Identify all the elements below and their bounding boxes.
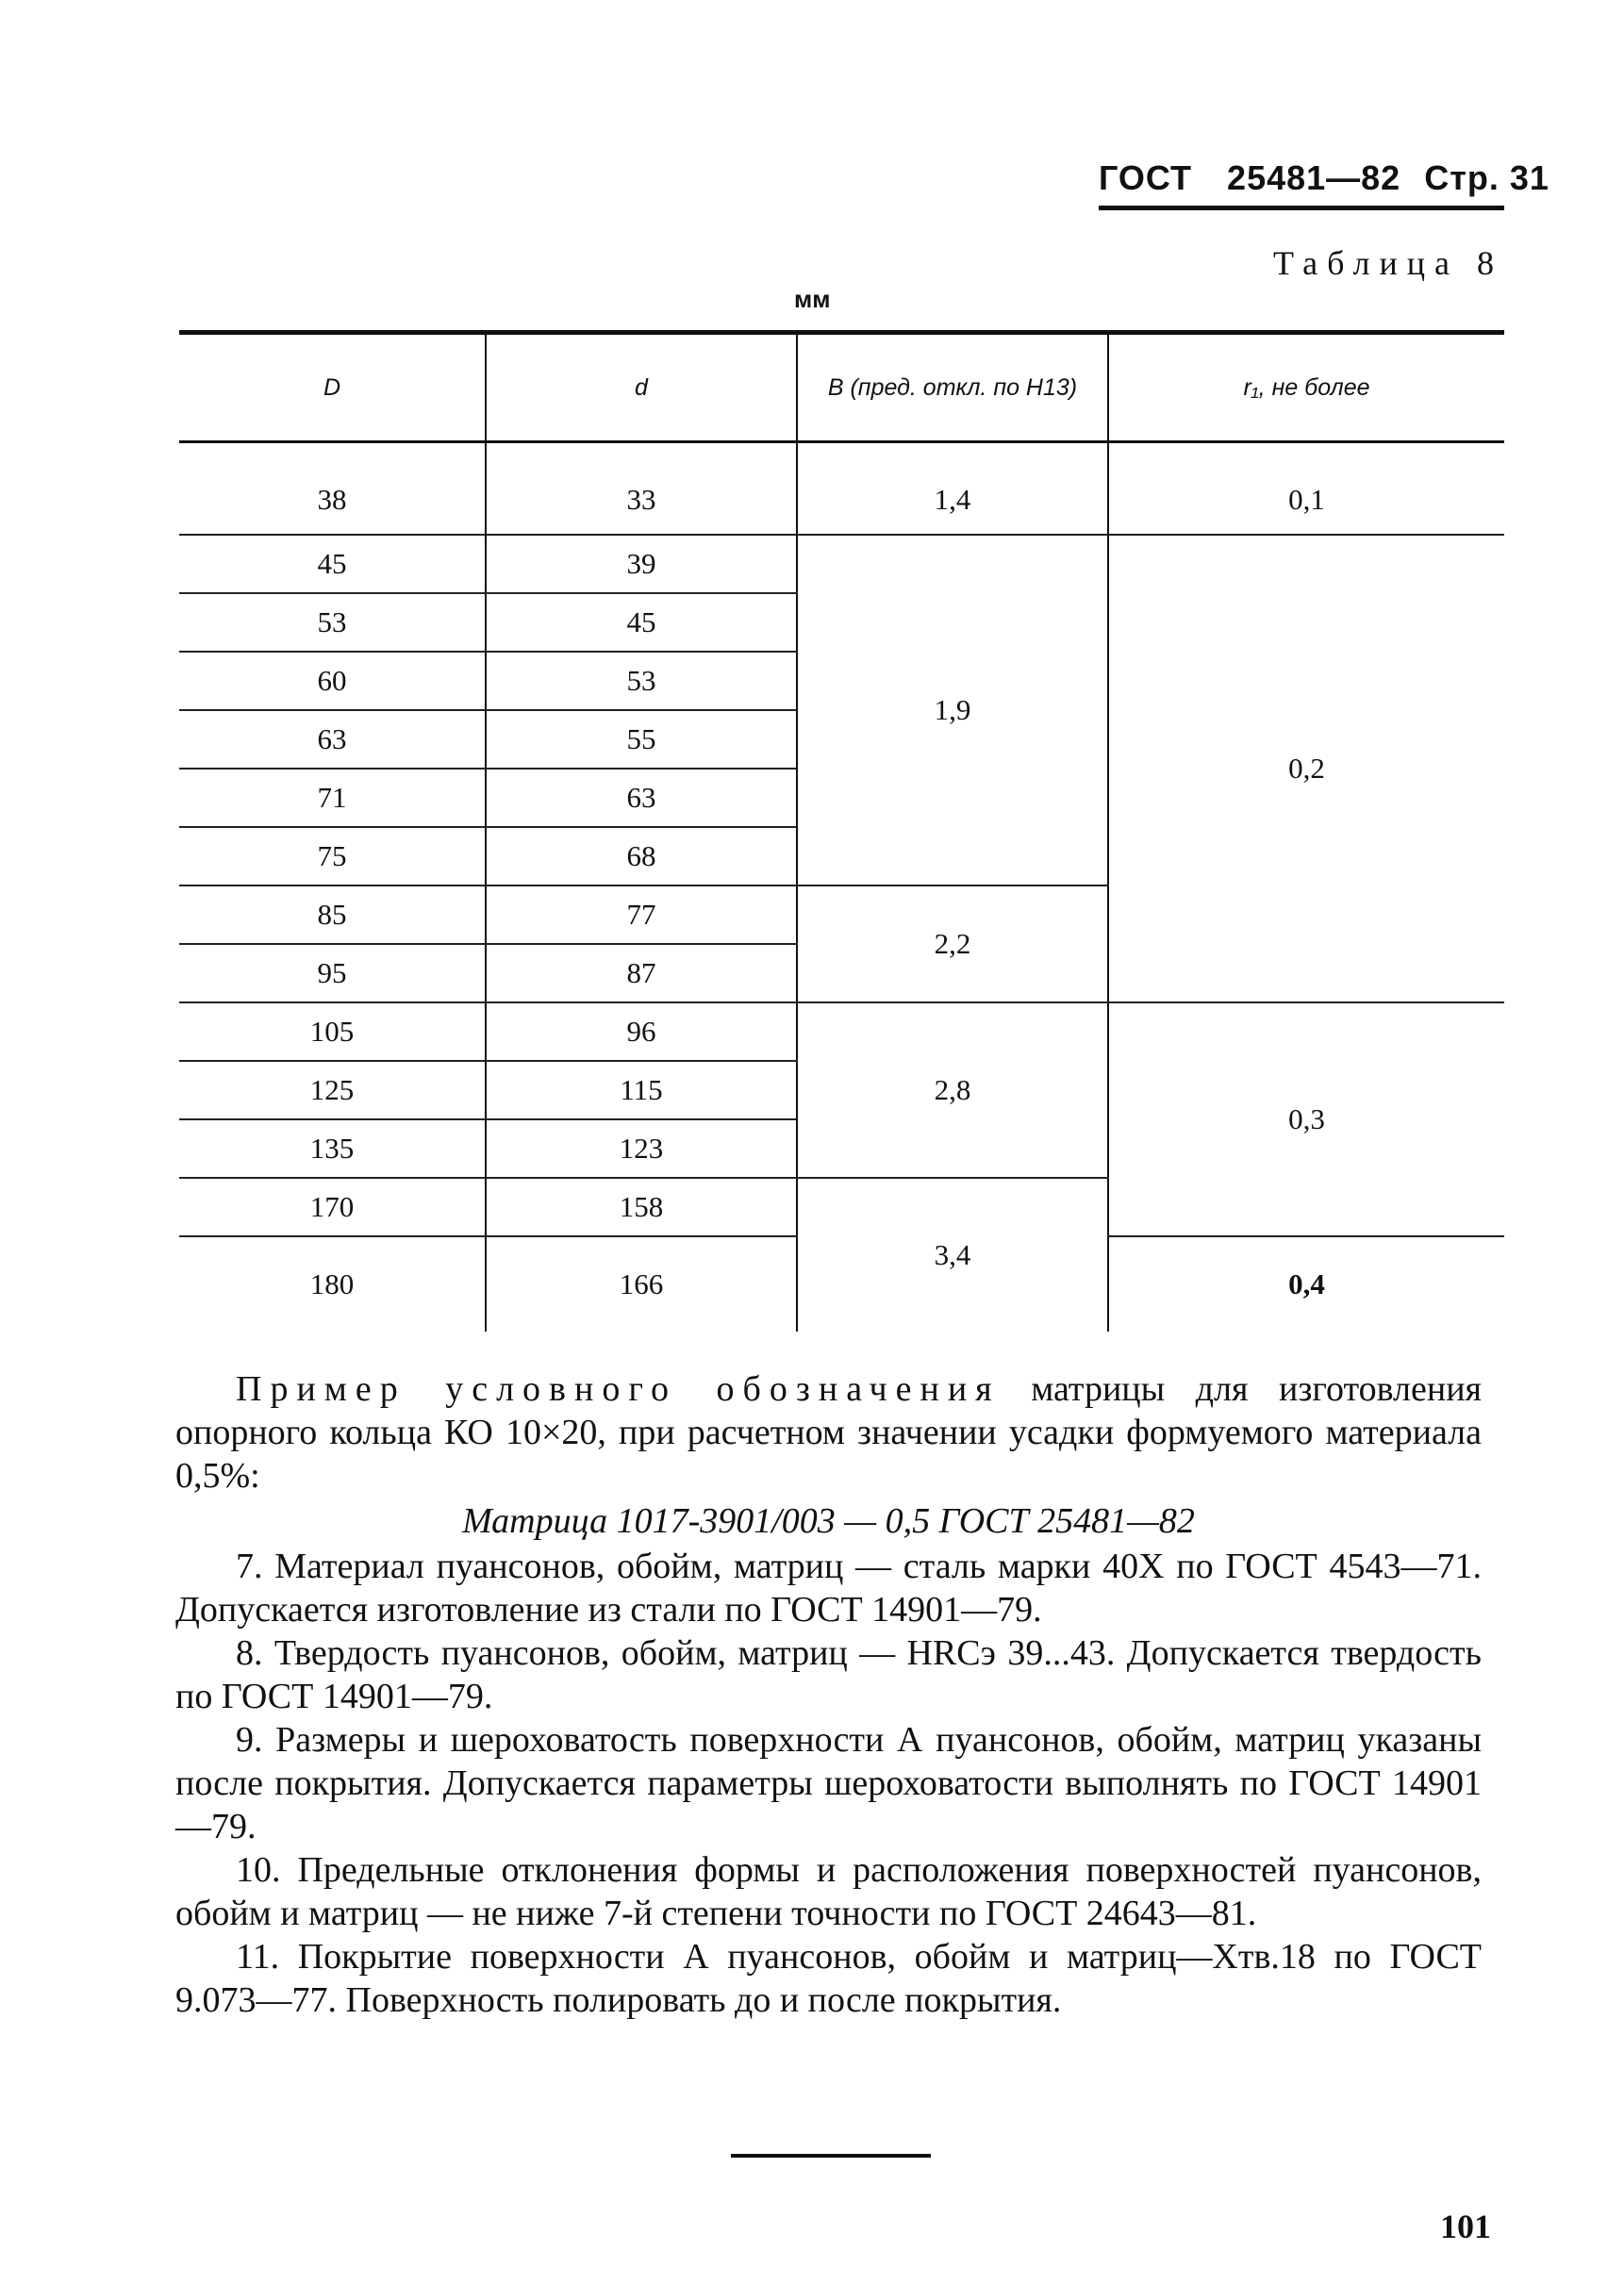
cell-d: 39 [486, 535, 797, 593]
cell-D: 105 [179, 1002, 486, 1061]
cell-d: 96 [486, 1002, 797, 1061]
cell-D: 45 [179, 535, 486, 593]
cell-D: 38 [179, 442, 486, 536]
column-header-d: d [486, 333, 797, 442]
cell-D: 75 [179, 827, 486, 885]
cell-d: 68 [486, 827, 797, 885]
cell-B: 2,2 [797, 885, 1108, 1002]
cell-d: 33 [486, 442, 797, 536]
table-label: Таблица 8 [1273, 244, 1503, 282]
cell-B: 1,4 [797, 442, 1108, 536]
example-designation: Матрица 1017-3901/003 — 0,5 ГОСТ 25481—82 [462, 1501, 1195, 1541]
paragraph-11: 11. Покрытие поверхности А пуансонов, обойм и матриц—Хтв.18 по ГОСТ 9.073—77. Поверхность полировать до и после покрытия. [175, 1937, 1482, 2020]
cell-r1: 0,3 [1108, 1002, 1504, 1236]
cell-D: 60 [179, 652, 486, 710]
table-units: мм [794, 285, 831, 313]
cell-B: 1,9 [797, 535, 1108, 885]
paragraph-9: 9. Размеры и шероховатость поверхности А пуансонов, обойм, матриц указаны после покрытия. Допускается параметры шероховатости выполнять по ГОСТ 14901—79. [175, 1720, 1482, 1846]
cell-d: 87 [486, 944, 797, 1002]
cell-D: 135 [179, 1119, 486, 1178]
cell-B: 3,4 [797, 1178, 1108, 1332]
paragraph-8: 8. Твердость пуансонов, обойм, матриц — HRCэ 39...43. Допускается твердость по ГОСТ 14901—79. [175, 1633, 1482, 1716]
cell-B: 2,8 [797, 1002, 1108, 1178]
cell-d: 115 [486, 1061, 797, 1119]
page-header [1099, 158, 1549, 198]
cell-D: 85 [179, 885, 486, 944]
cell-d: 123 [486, 1119, 797, 1178]
paragraph-7: 7. Материал пуансонов, обойм, матриц — сталь марки 40Х по ГОСТ 4543—71. Допускается изготовление из стали по ГОСТ 14901—79. [175, 1547, 1482, 1630]
cell-D: 170 [179, 1178, 486, 1236]
cell-D: 53 [179, 593, 486, 652]
column-header-r1: r₁, не более [1108, 333, 1504, 442]
cell-d: 53 [486, 652, 797, 710]
page-number: 101 [1440, 2208, 1491, 2245]
cell-D: 63 [179, 710, 486, 769]
cell-d: 77 [486, 885, 797, 944]
cell-D: 125 [179, 1061, 486, 1119]
standard-number: 25481—82 [1227, 158, 1401, 197]
body-text [175, 1367, 1482, 2022]
column-header-D: D [179, 333, 486, 442]
table-row [179, 442, 1504, 536]
cell-D: 95 [179, 944, 486, 1002]
cell-d: 55 [486, 710, 797, 769]
table-row [179, 1002, 1504, 1061]
column-header-B: B (пред. откл. по H13) [797, 333, 1108, 442]
footer-rule [731, 2154, 931, 2158]
cell-r1: 0,2 [1108, 535, 1504, 1002]
cell-D: 180 [309, 1267, 355, 1300]
standard-label: ГОСТ [1099, 158, 1193, 197]
example-paragraph [175, 1367, 1482, 1498]
cell-d: 63 [486, 769, 797, 827]
example-lead: Пример условного обозначения [236, 1369, 1001, 1409]
cell-d: 166 [486, 1236, 797, 1332]
dimension-table [179, 330, 1504, 1332]
cell-r1: 0,1 [1108, 442, 1504, 536]
cell-r1: 0,4 [1108, 1236, 1504, 1332]
cell-d: 158 [486, 1178, 797, 1236]
table-row [179, 535, 1504, 593]
cell-D: 71 [179, 769, 486, 827]
page-reference: Стр. 31 [1424, 158, 1549, 197]
cell-d: 45 [486, 593, 797, 652]
example-rest: матрицы для изготовления опорного кольца КО 10×20, при расчетном значении усадки формуемого материала 0,5%: [175, 1369, 1483, 1496]
paragraph-10: 10. Предельные отклонения формы и расположения поверхностей пуансонов, обойм и матриц — не ниже 7-й степени точности по ГОСТ 24643—81. [175, 1850, 1482, 1933]
header-rule [1099, 206, 1504, 210]
